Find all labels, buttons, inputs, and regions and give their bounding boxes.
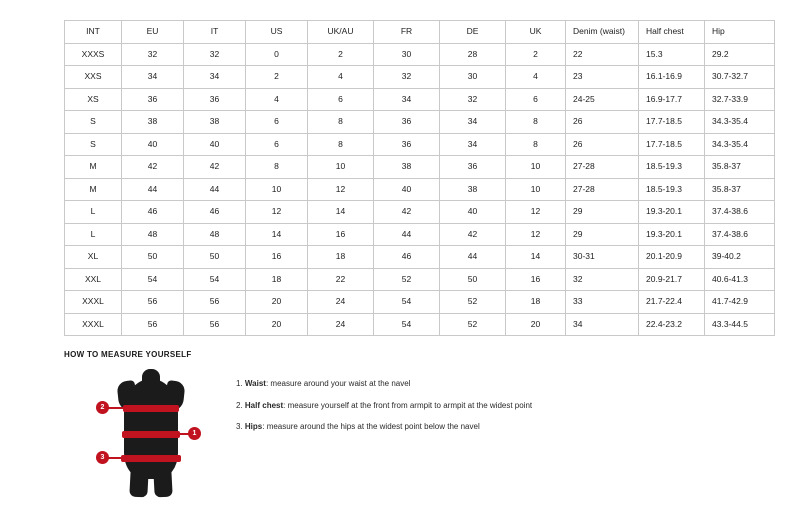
measure-step bbox=[236, 422, 532, 432]
table-cell: 8 bbox=[308, 111, 374, 134]
column-header-us: US bbox=[246, 21, 308, 44]
step-text: : measure yourself at the front from armpit to armpit at the widest point bbox=[283, 400, 533, 410]
table-cell: 2 bbox=[506, 43, 566, 66]
table-cell: 4 bbox=[308, 66, 374, 89]
table-cell: 10 bbox=[308, 156, 374, 179]
table-cell: 8 bbox=[506, 111, 566, 134]
step-term: Waist bbox=[244, 379, 266, 388]
table-cell: 32 bbox=[122, 43, 184, 66]
table-cell: 56 bbox=[184, 313, 246, 336]
table-cell: 35.8-37 bbox=[705, 178, 775, 201]
table-cell: 29 bbox=[566, 223, 639, 246]
table-cell: 44 bbox=[440, 246, 506, 269]
table-cell: 40 bbox=[184, 133, 246, 156]
table-cell: XXS bbox=[65, 66, 122, 89]
table-cell: 21.7-22.4 bbox=[639, 291, 705, 314]
table-cell: 37.4-38.6 bbox=[705, 223, 775, 246]
table-cell: 44 bbox=[374, 223, 440, 246]
measure-step bbox=[236, 379, 532, 389]
step-number: 1. bbox=[236, 379, 243, 388]
table-cell: 36 bbox=[122, 88, 184, 111]
table-cell: 40 bbox=[122, 133, 184, 156]
column-header-it: IT bbox=[184, 21, 246, 44]
table-cell: 33 bbox=[566, 291, 639, 314]
table-cell: 20.9-21.7 bbox=[639, 268, 705, 291]
table-cell: 29 bbox=[566, 201, 639, 224]
table-cell: XL bbox=[65, 246, 122, 269]
table-cell: 46 bbox=[122, 201, 184, 224]
table-cell: 36 bbox=[440, 156, 506, 179]
table-cell: 54 bbox=[374, 313, 440, 336]
table-cell: 34 bbox=[374, 88, 440, 111]
table-cell: 56 bbox=[122, 291, 184, 314]
table-cell: XXXS bbox=[65, 43, 122, 66]
table-cell: 42 bbox=[122, 156, 184, 179]
table-cell: 37.4-38.6 bbox=[705, 201, 775, 224]
table-cell: 8 bbox=[308, 133, 374, 156]
table-cell: 34 bbox=[122, 66, 184, 89]
table-row bbox=[65, 88, 775, 111]
table-cell: 6 bbox=[308, 88, 374, 111]
measure-step bbox=[236, 401, 532, 411]
how-to-measure-section bbox=[64, 350, 764, 499]
table-row bbox=[65, 43, 775, 66]
table-row bbox=[65, 156, 775, 179]
table-cell: 54 bbox=[122, 268, 184, 291]
table-row bbox=[65, 66, 775, 89]
table-cell: 22 bbox=[308, 268, 374, 291]
table-cell: 40 bbox=[440, 201, 506, 224]
table-cell: 26 bbox=[566, 111, 639, 134]
table-cell: 32 bbox=[566, 268, 639, 291]
badge-3: 3 bbox=[96, 451, 109, 464]
table-cell: 50 bbox=[122, 246, 184, 269]
table-cell: 46 bbox=[374, 246, 440, 269]
column-header-uk: UK bbox=[506, 21, 566, 44]
table-cell: XXXL bbox=[65, 313, 122, 336]
table-cell: 17.7-18.5 bbox=[639, 133, 705, 156]
column-header-hip: Hip bbox=[705, 21, 775, 44]
badge-1: 1 bbox=[188, 427, 201, 440]
table-cell: 20 bbox=[246, 313, 308, 336]
table-cell: 19.3-20.1 bbox=[639, 201, 705, 224]
column-header-de: DE bbox=[440, 21, 506, 44]
table-cell: 20 bbox=[506, 313, 566, 336]
table-cell: 42 bbox=[374, 201, 440, 224]
callout-line-3 bbox=[108, 457, 122, 459]
table-cell: 26 bbox=[566, 133, 639, 156]
table-cell: S bbox=[65, 111, 122, 134]
table-row bbox=[65, 111, 775, 134]
table-cell: 36 bbox=[374, 133, 440, 156]
table-cell: 18 bbox=[506, 291, 566, 314]
table-cell: 52 bbox=[440, 313, 506, 336]
table-cell: 23 bbox=[566, 66, 639, 89]
step-number: 2. bbox=[236, 400, 243, 410]
table-cell: 42 bbox=[440, 223, 506, 246]
table-row bbox=[65, 178, 775, 201]
table-row bbox=[65, 313, 775, 336]
table-cell: 20.1-20.9 bbox=[639, 246, 705, 269]
mannequin-figure bbox=[94, 369, 214, 499]
step-term: Half chest bbox=[244, 400, 284, 410]
table-row bbox=[65, 246, 775, 269]
table-cell: 24 bbox=[308, 291, 374, 314]
table-cell: 56 bbox=[122, 313, 184, 336]
table-cell: 40.6-41.3 bbox=[705, 268, 775, 291]
table-cell: 14 bbox=[308, 201, 374, 224]
table-cell: 48 bbox=[184, 223, 246, 246]
table-cell: 30.7-32.7 bbox=[705, 66, 775, 89]
step-text: : measure around your waist at the navel bbox=[265, 379, 411, 388]
step-term: Hips bbox=[244, 422, 263, 432]
table-cell: 16.1-16.9 bbox=[639, 66, 705, 89]
table-cell: 4 bbox=[506, 66, 566, 89]
step-text: : measure around the hips at the widest point below the navel bbox=[262, 422, 480, 432]
table-cell: 2 bbox=[246, 66, 308, 89]
table-cell: 38 bbox=[374, 156, 440, 179]
table-cell: M bbox=[65, 156, 122, 179]
table-row bbox=[65, 201, 775, 224]
table-row bbox=[65, 291, 775, 314]
table-cell: 6 bbox=[506, 88, 566, 111]
column-header-fr: FR bbox=[374, 21, 440, 44]
table-cell: 40 bbox=[374, 178, 440, 201]
column-header-eu: EU bbox=[122, 21, 184, 44]
table-cell: 10 bbox=[246, 178, 308, 201]
table-cell: 12 bbox=[308, 178, 374, 201]
table-cell: 19.3-20.1 bbox=[639, 223, 705, 246]
column-header-half-chest: Half chest bbox=[639, 21, 705, 44]
table-cell: M bbox=[65, 178, 122, 201]
table-cell: 12 bbox=[506, 223, 566, 246]
table-cell: 32.7-33.9 bbox=[705, 88, 775, 111]
table-cell: 34 bbox=[440, 111, 506, 134]
table-cell: 52 bbox=[440, 291, 506, 314]
table-cell: 52 bbox=[374, 268, 440, 291]
table-row bbox=[65, 133, 775, 156]
table-cell: 56 bbox=[184, 291, 246, 314]
table-cell: 16 bbox=[506, 268, 566, 291]
table-cell: 34 bbox=[440, 133, 506, 156]
table-cell: 30 bbox=[440, 66, 506, 89]
table-cell: 38 bbox=[440, 178, 506, 201]
table-cell: 12 bbox=[246, 201, 308, 224]
table-cell: 34 bbox=[566, 313, 639, 336]
table-cell: 38 bbox=[122, 111, 184, 134]
table-cell: 10 bbox=[506, 178, 566, 201]
table-cell: 2 bbox=[308, 43, 374, 66]
table-cell: 18.5-19.3 bbox=[639, 156, 705, 179]
table-cell: L bbox=[65, 223, 122, 246]
table-cell: 18 bbox=[246, 268, 308, 291]
table-cell: 46 bbox=[184, 201, 246, 224]
table-cell: 24-25 bbox=[566, 88, 639, 111]
callout-line-2 bbox=[108, 407, 124, 409]
table-cell: 14 bbox=[506, 246, 566, 269]
table-cell: 17.7-18.5 bbox=[639, 111, 705, 134]
table-cell: 43.3-44.5 bbox=[705, 313, 775, 336]
table-cell: 27-28 bbox=[566, 178, 639, 201]
table-row bbox=[65, 223, 775, 246]
table-cell: 28 bbox=[440, 43, 506, 66]
size-chart-table bbox=[64, 20, 775, 336]
table-cell: 35.8-37 bbox=[705, 156, 775, 179]
table-cell: 6 bbox=[246, 111, 308, 134]
figure-torso bbox=[124, 379, 178, 479]
table-cell: 22.4-23.2 bbox=[639, 313, 705, 336]
table-cell: XS bbox=[65, 88, 122, 111]
table-cell: 16 bbox=[308, 223, 374, 246]
table-cell: XXL bbox=[65, 268, 122, 291]
measure-band-waist bbox=[122, 431, 180, 438]
table-header-row bbox=[65, 21, 775, 44]
measure-band-half-chest bbox=[123, 405, 179, 412]
table-cell: 18 bbox=[308, 246, 374, 269]
table-cell: 12 bbox=[506, 201, 566, 224]
table-cell: 27-28 bbox=[566, 156, 639, 179]
table-cell: 44 bbox=[122, 178, 184, 201]
table-cell: 16 bbox=[246, 246, 308, 269]
table-cell: 20 bbox=[246, 291, 308, 314]
column-header-denim-waist: Denim (waist) bbox=[566, 21, 639, 44]
table-cell: 50 bbox=[184, 246, 246, 269]
table-cell: 30-31 bbox=[566, 246, 639, 269]
table-cell: L bbox=[65, 201, 122, 224]
column-header-int: INT bbox=[65, 21, 122, 44]
table-cell: 0 bbox=[246, 43, 308, 66]
step-number: 3. bbox=[236, 422, 243, 432]
figure-leg-left bbox=[129, 469, 148, 498]
table-cell: 41.7-42.9 bbox=[705, 291, 775, 314]
table-cell: 24 bbox=[308, 313, 374, 336]
table-cell: 44 bbox=[184, 178, 246, 201]
table-cell: 54 bbox=[374, 291, 440, 314]
table-cell: 32 bbox=[184, 43, 246, 66]
table-cell: 34.3-35.4 bbox=[705, 133, 775, 156]
table-cell: 48 bbox=[122, 223, 184, 246]
measure-title: HOW TO MEASURE YOURSELF bbox=[64, 350, 192, 359]
table-cell: 54 bbox=[184, 268, 246, 291]
table-cell: 15.3 bbox=[639, 43, 705, 66]
table-cell: 32 bbox=[374, 66, 440, 89]
table-cell: 8 bbox=[506, 133, 566, 156]
table-cell: 50 bbox=[440, 268, 506, 291]
table-cell: 32 bbox=[440, 88, 506, 111]
column-header-uk-au: UK/AU bbox=[308, 21, 374, 44]
badge-2: 2 bbox=[96, 401, 109, 414]
table-cell: 29.2 bbox=[705, 43, 775, 66]
table-cell: 36 bbox=[184, 88, 246, 111]
table-cell: 10 bbox=[506, 156, 566, 179]
table-cell: 36 bbox=[374, 111, 440, 134]
table-cell: 8 bbox=[246, 156, 308, 179]
table-cell: 18.5-19.3 bbox=[639, 178, 705, 201]
table-cell: XXXL bbox=[65, 291, 122, 314]
table-cell: 38 bbox=[184, 111, 246, 134]
table-cell: 34 bbox=[184, 66, 246, 89]
table-cell: 16.9-17.7 bbox=[639, 88, 705, 111]
table-cell: 39-40.2 bbox=[705, 246, 775, 269]
table-cell: 42 bbox=[184, 156, 246, 179]
table-row bbox=[65, 268, 775, 291]
table-cell: 14 bbox=[246, 223, 308, 246]
table-cell: 6 bbox=[246, 133, 308, 156]
figure-leg-right bbox=[153, 469, 172, 498]
table-cell: 4 bbox=[246, 88, 308, 111]
table-cell: 30 bbox=[374, 43, 440, 66]
measure-band-hips bbox=[121, 455, 181, 462]
table-cell: S bbox=[65, 133, 122, 156]
table-cell: 22 bbox=[566, 43, 639, 66]
measure-steps-list bbox=[236, 369, 532, 444]
table-cell: 34.3-35.4 bbox=[705, 111, 775, 134]
